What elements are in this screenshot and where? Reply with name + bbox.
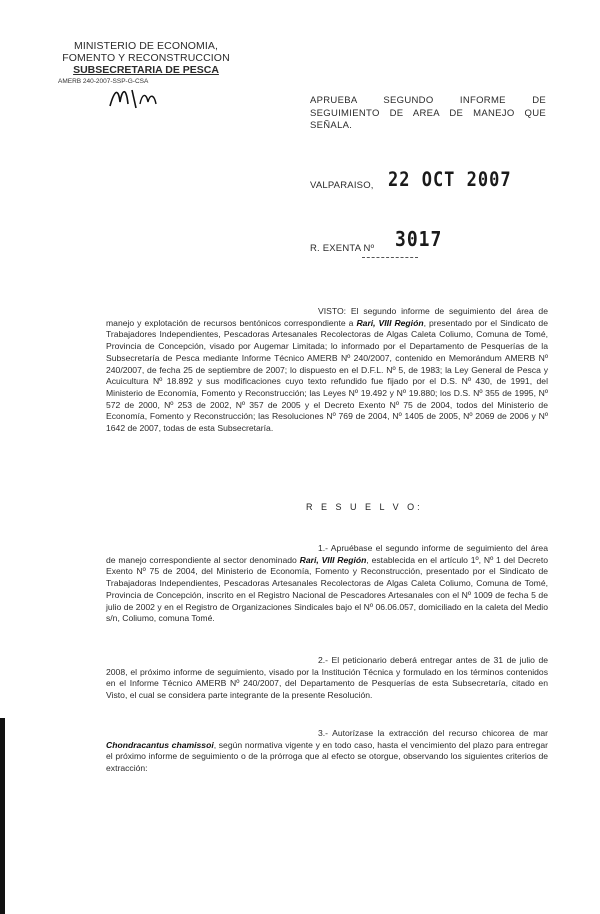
item-2-paragraph	[106, 655, 548, 702]
item-3-text-1: 3.- Autorízase la extracción del recurso chicorea de mar	[318, 728, 548, 738]
ministry-line-2: FOMENTO Y RECONSTRUCCION	[62, 52, 230, 64]
subject-summary: APRUEBA SEGUNDO INFORME DE SEGUIMIENTO DE AREA DE MANEJO QUE SEÑALA.	[310, 95, 546, 131]
item-3-species: Chondracantus chamissoi	[106, 739, 214, 750]
reference-code: AMERB 240-2007-SSP-G-CSA	[58, 78, 149, 85]
resolution-number: 3017	[395, 227, 443, 252]
ministry-line-1: MINISTERIO DE ECONOMIA,	[73, 40, 219, 52]
date-stamp: 22 OCT 2007	[388, 168, 512, 192]
item-3-text-2: , según normativa vigente y en todo caso, hasta el vencimiento del plazo para entregar el próximo informe de seguimiento o de la prórroga que al efecto se otorgue, observando los siguientes criterios de extracción:	[106, 739, 548, 774]
item-1-paragraph	[106, 543, 548, 625]
visto-sector: Rari, VIII Región	[356, 317, 424, 328]
item-1-sector: Rari, VIII Región	[299, 554, 367, 565]
visto-lead: VISTO:	[318, 306, 347, 316]
item-1-text-1: 1.- Apruébase el segundo informe de seguimiento del área de manejo correspondiente al sector denominado	[106, 543, 548, 565]
visto-paragraph	[106, 306, 548, 435]
place-label: VALPARAISO,	[310, 180, 374, 191]
item-2-text: 2.- El peticionario deberá entregar antes de 31 de julio de 2008, el próximo informe de seguimiento, visado por la Institución Técnica y formulado en los términos contenidos en el Informe Técnico AMERB Nº 240/2007, del Departamento de Pesquerías de esta Subsecretaría, citado en Visto, el cual se considera parte integrante de la presente Resolución.	[106, 655, 548, 701]
resolution-underline	[362, 257, 418, 258]
scan-edge-shadow	[0, 718, 5, 914]
subsecretaria-title: SUBSECRETARIA DE PESCA	[73, 64, 219, 76]
resolution-label: R. EXENTA Nº	[310, 243, 375, 254]
visto-text-2: , presentado por el Sindicato de Trabajadores Independientes, Pescadoras Artesanales Recolectoras de Algas Caleta Coliumo, Comuna de Tomé, Provincia de Concepción, visado por Augemar Limitada; lo informado por el Departamento de Pesquerías de la Subsecretaría de Pesca mediante Informe Técnico AMERB Nº 240/2007, contenido en Memorándum AMERB Nº 240/2007, de fecha 25 de septiembre de 2007; lo dispuesto en el D.F.L. Nº 5, de 1983; la Ley General de Pesca y Acuicultura Nº 18.892 y sus modificaciones cuyo texto refundido fue fijado por el D.S. Nº 430, de 1991, del Ministerio de Economía, Fomento y Reconstrucción; las Leyes Nº 19.492 y Nº 19.880; los D.S. Nº 355 de 1995, Nº 572 de 2000, Nº 253 de 2002, Nº 357 de 2005 y el Decreto Exento Nº 75 de 2004, todos del Ministerio de Economía, Fomento y Reconstrucción; las Resoluciones Nº 769 de 2004, Nº 1405 de 2005, Nº 2069 de 2006 y Nº 1642 de 2007, todas de esta Subsecretaría.	[106, 317, 548, 434]
visto-text-1: El segundo informe de seguimiento del área de manejo y explotación de recursos bentónicos correspondiente a	[106, 306, 548, 328]
resuelvo-heading: R E S U E L V O:	[306, 502, 423, 512]
letterhead	[56, 40, 236, 86]
item-1-text-2: , establecida en el artículo 1º, Nº 1 del Decreto Exento Nº 75 de 2004, del Ministerio de Economía, Fomento y Reconstrucción, presentado por el Sindicato de Trabajadoras Independientes, Pescadoras Artesanales Recolectoras de Algas Caleta Coliumo, Comuna de Tomé, Provincia de Concepción, inscrito en el Registro Nacional de Pescadores Artesanales con el Nº 1009 de fecha 5 de julio de 2002 y en el Registro de Organizaciones Sindicales bajo el Nº 06.06.057, domiciliado en la caleta del Medio s/n, Coliumo, comuna Tomé.	[106, 554, 548, 624]
item-3-paragraph	[106, 728, 548, 775]
handwritten-initials-icon	[106, 82, 166, 110]
